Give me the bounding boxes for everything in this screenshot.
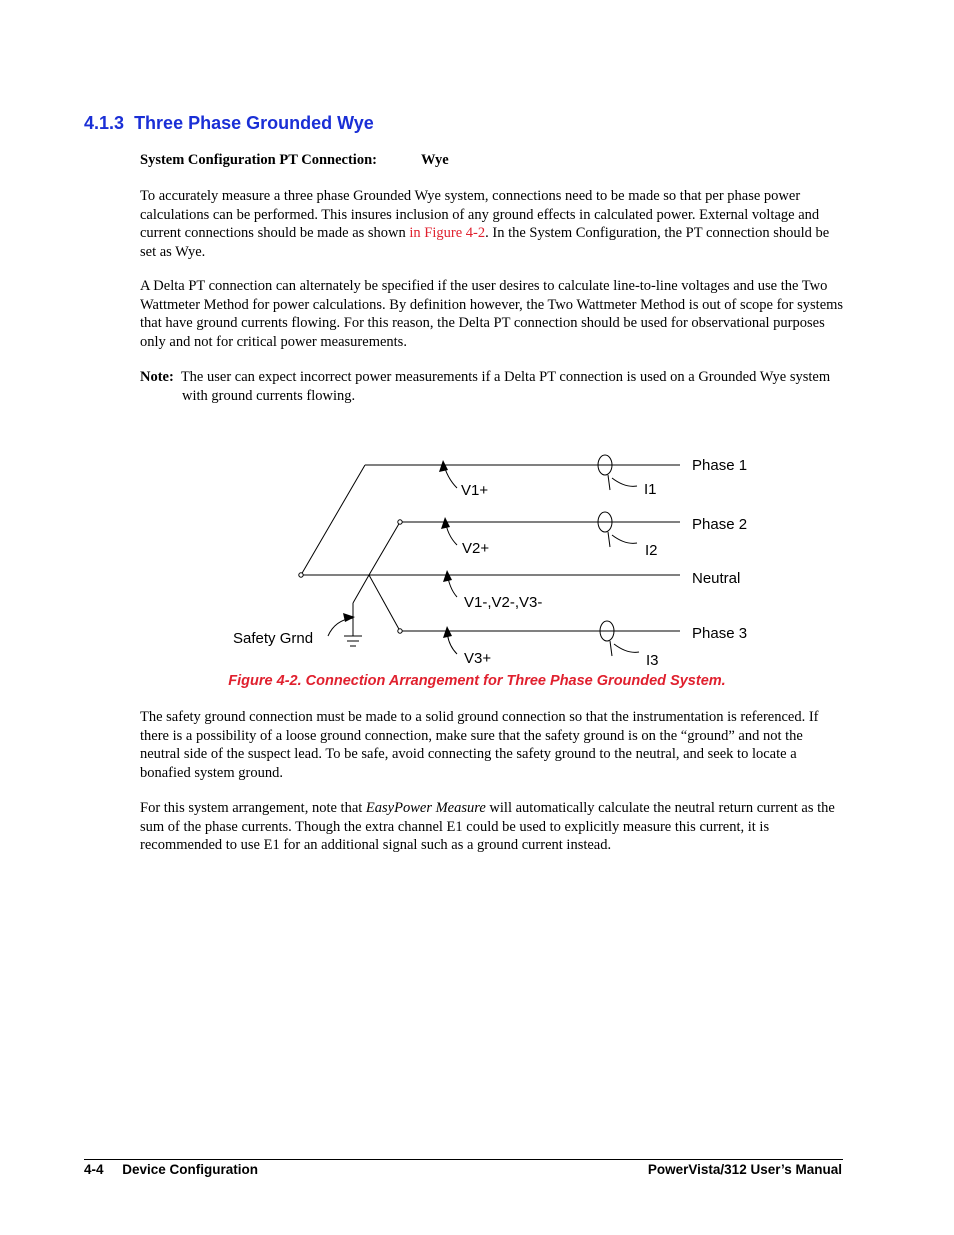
figure-link[interactable]: in Figure 4-2 [409,225,486,241]
phase-3-label: Phase 3 [692,625,748,642]
wye-leg-2 [369,522,400,575]
note-label: Note: [140,369,174,385]
section-heading [84,113,374,134]
note-text: The user can expect incorrect power measurements if a Delta PT connection is used on a Grounded Wye system with ground currents flowing. [180,369,831,404]
product-name: EasyPower Measure [365,800,486,816]
i3-clamp-icon [600,621,639,656]
ground-wire [353,575,369,603]
system-config-label: System Configuration PT Connection: [140,152,377,168]
wye-leg-3 [369,575,400,631]
paragraph-3: The safety ground connection must be made to a solid ground connection so that the instrumentation is referenced. If there is a possibility of a loose ground connection, make sure that the safety ground is on the “ground” and not the neutral side of the suspect lead. To be safe, avoid connecting the safety ground to the neutral, and seek to locate a bonafied system ground. [140,709,819,781]
paragraph-1 [140,187,846,261]
vn-label: V1-,V2-,V3- [464,594,543,611]
v1-label: V1+ [461,482,489,499]
v2-label: V2+ [462,540,490,557]
v3-label: V3+ [464,650,492,667]
paragraph-4-text: For this system arrangement, note that [140,800,366,816]
neutral-label: Neutral [692,570,741,587]
footer-rule [84,1159,843,1160]
i2-clamp-icon [598,512,637,547]
i2-label: I2 [645,542,658,559]
note [140,368,846,405]
phase-1-label: Phase 1 [692,457,748,474]
figure-caption: Figure 4-2. Connection Arrangement for Three Phase Grounded System. [228,673,726,689]
paragraph-2: A Delta PT connection can alternately be specified if the user desires to calculate line-to-line voltages and use the Two Wattmeter Method for power calculations. By definition however, the Two Wattmeter Method is out of scope for systems that have ground currents flowing. For this reason, the Delta PT connection should be used for observational purposes only and not for critical power measurements. [140,278,844,350]
ground-pointer [328,618,353,636]
footer-left: 4-4 Device Configuration [84,1162,259,1177]
ground-icon [344,626,362,646]
i3-label: I3 [646,652,659,669]
paragraph-4 [140,799,846,855]
connection-diagram [225,448,765,672]
paragraph-4-tail: will automatically calculate the neutral return current as the sum of the phase currents. Though the extra channel E1 could be used to explicitly measure this current, it is recommended to use E1 for an additional signal such as a ground current instead. [140,800,835,853]
footer-right: PowerVista/312 User’s Manual [647,1162,842,1177]
i1-label: I1 [644,481,657,498]
safety-ground-label: Safety Grnd [233,630,314,647]
i1-clamp-icon [598,455,637,490]
system-config-line [140,152,449,169]
section-number: 4.1.3 [84,113,125,133]
phase-2-label: Phase 2 [692,516,748,533]
system-config-value: Wye [421,152,449,168]
section-title: Three Phase Grounded Wye [134,113,374,133]
paragraph-1-tail: . In the System Configuration, the PT connection should be set as Wye. [140,225,830,260]
phase-1-connector [301,465,365,575]
paragraph-1-text: To accurately measure a three phase Grounded Wye system, connections need to be made so that per phase power calculations can be performed. This insures inclusion of any ground effects in calculated power. External voltage and current connections should be made as shown [140,188,820,241]
